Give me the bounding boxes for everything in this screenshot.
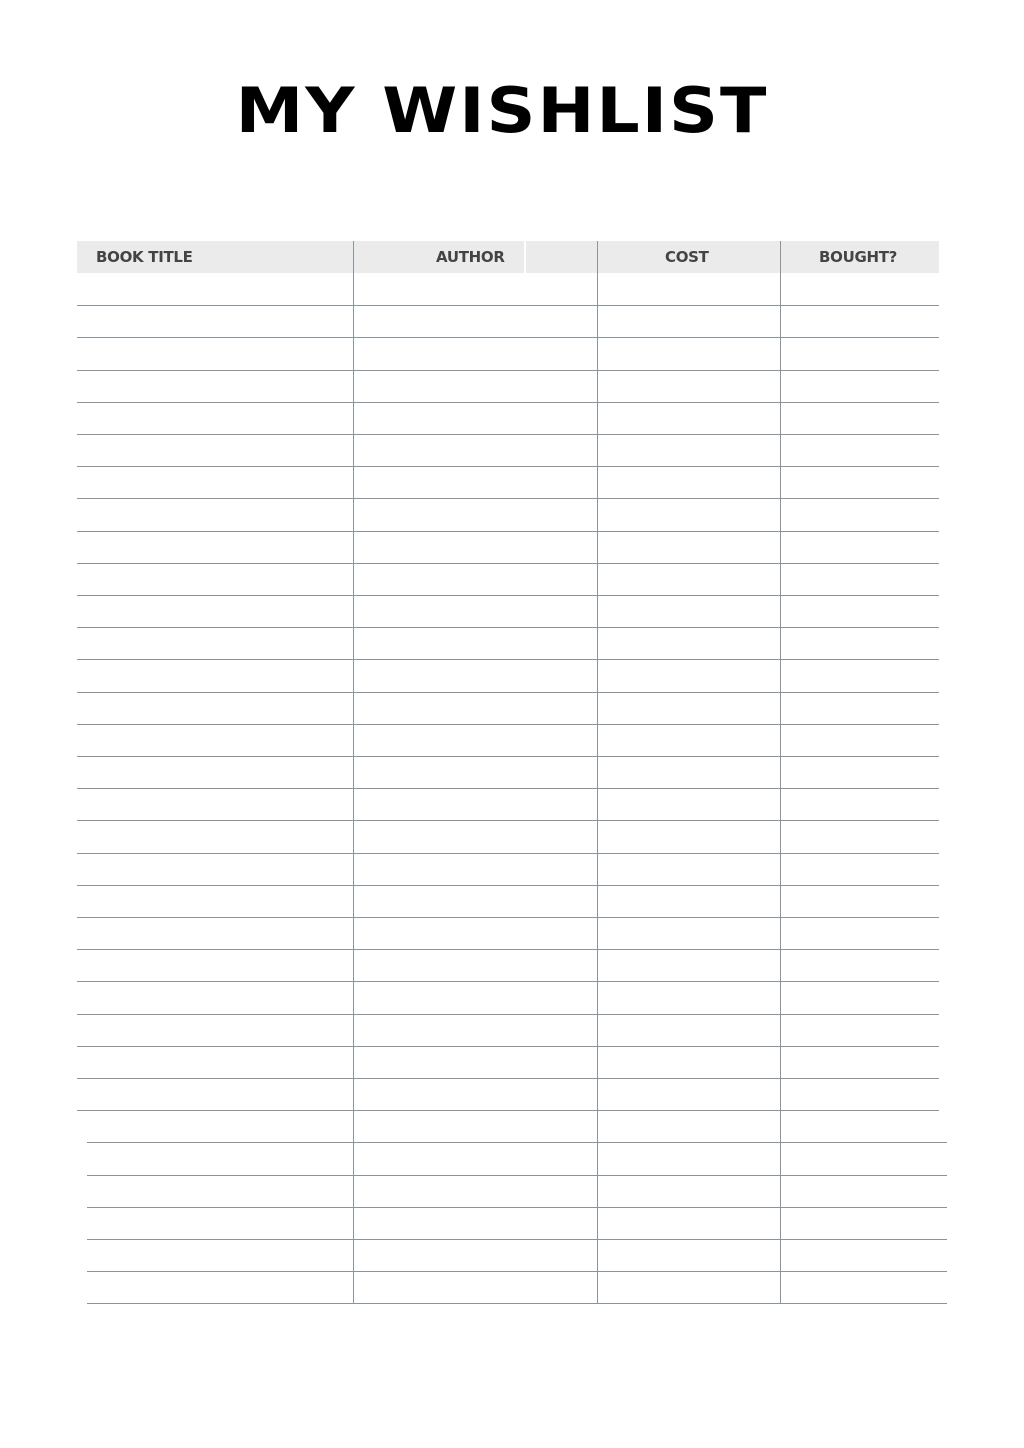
table-row-line xyxy=(77,885,939,886)
table-header xyxy=(77,241,939,273)
table-row-line xyxy=(77,305,939,306)
column-header-bought: BOUGHT? xyxy=(819,248,898,266)
table-row-line xyxy=(87,1207,947,1208)
page-title: MY WISHLIST xyxy=(235,75,769,148)
table-row-line xyxy=(77,981,939,982)
table-row-line xyxy=(77,1046,939,1047)
table-row-line xyxy=(77,337,939,338)
table-row-line xyxy=(87,1175,947,1176)
column-header-author: AUTHOR xyxy=(436,248,505,266)
column-separator xyxy=(353,241,354,1303)
table-row-line xyxy=(77,434,939,435)
table-row-line xyxy=(77,917,939,918)
header-gap xyxy=(524,241,526,273)
table-row-line xyxy=(77,820,939,821)
table-row-line xyxy=(77,498,939,499)
column-header-book-title: BOOK TITLE xyxy=(96,248,193,266)
table-row-line xyxy=(87,1239,947,1240)
table-row-line xyxy=(77,1078,939,1079)
table-row-line xyxy=(77,1014,939,1015)
table-row-line xyxy=(77,756,939,757)
table-row-line xyxy=(77,1110,939,1111)
table-row-line xyxy=(77,788,939,789)
table-row-line xyxy=(77,402,939,403)
table-row-line xyxy=(77,724,939,725)
table-row-line xyxy=(77,563,939,564)
table-row-line xyxy=(87,1303,947,1304)
table-row-line xyxy=(77,627,939,628)
table-row-line xyxy=(77,370,939,371)
table-row-line xyxy=(77,659,939,660)
column-separator xyxy=(597,241,598,1303)
table-row-line xyxy=(77,949,939,950)
column-header-cost: COST xyxy=(665,248,709,266)
table-row-line xyxy=(77,692,939,693)
table-row-line xyxy=(87,1142,947,1143)
column-separator xyxy=(780,241,781,1303)
table-row-line xyxy=(77,466,939,467)
table-row-line xyxy=(87,1271,947,1272)
table-row-line xyxy=(77,595,939,596)
table-row-line xyxy=(77,531,939,532)
table-row-line xyxy=(77,853,939,854)
